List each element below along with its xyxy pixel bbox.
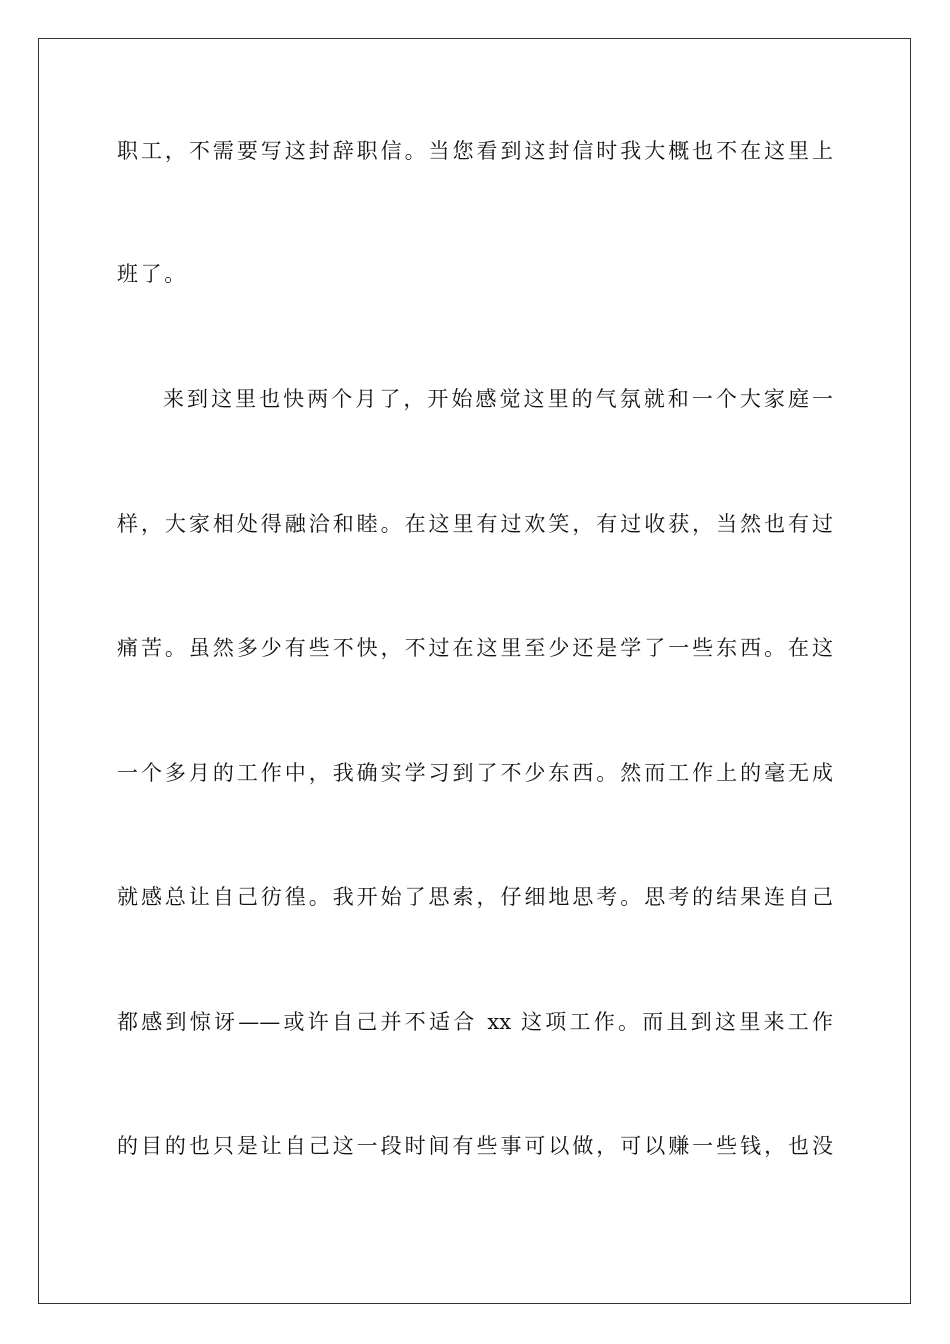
text-line-4: 样，大家相处得融洽和睦。在这里有过欢笑，有过收获，当然也有过 xyxy=(117,512,833,536)
page-border xyxy=(38,38,911,1304)
text-line-3-paragraph-start: 来到这里也快两个月了，开始感觉这里的气氛就和一个大家庭一 xyxy=(163,387,833,411)
text-line-1: 职工，不需要写这封辞职信。当您看到这封信时我大概也不在这里上 xyxy=(117,139,833,163)
text-line-6: 一个多月的工作中，我确实学习到了不少东西。然而工作上的毫无成 xyxy=(117,761,833,785)
text-line-7: 就感总让自己彷徨。我开始了思索，仔细地思考。思考的结果连自己 xyxy=(117,885,833,909)
text-line-9: 的目的也只是让自己这一段时间有些事可以做，可以赚一些钱，也没 xyxy=(117,1134,833,1158)
text-line-8: 都感到惊讶——或许自己并不适合 xx 这项工作。而且到这里来工作 xyxy=(117,1010,833,1034)
text-line-2: 班了。 xyxy=(117,262,188,286)
text-line-5: 痛苦。虽然多少有些不快，不过在这里至少还是学了一些东西。在这 xyxy=(117,636,833,660)
